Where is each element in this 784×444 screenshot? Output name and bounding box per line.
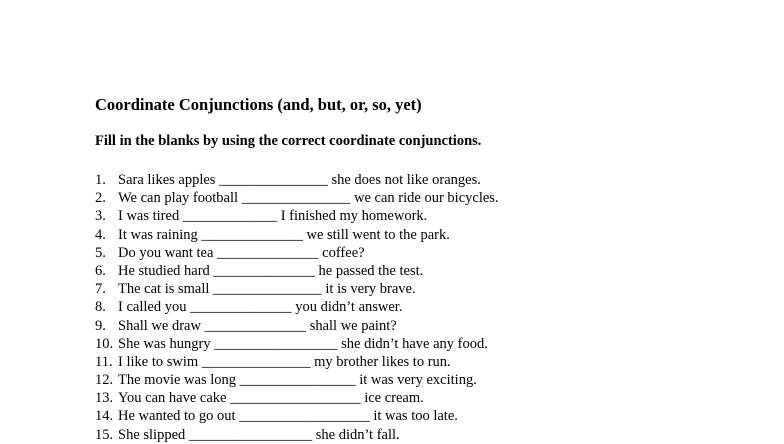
item-number: 11. [95, 353, 113, 370]
exercise-item [95, 317, 499, 335]
item-sentence: The cat is small _______________ it is very brave. [118, 281, 416, 298]
item-sentence: Shall we draw ______________ shall we paint? [118, 317, 397, 334]
exercise-item [95, 371, 499, 389]
exercise-item [95, 353, 499, 371]
exercise-item [95, 189, 499, 207]
item-number: 9. [95, 317, 106, 334]
item-sentence: Do you want tea ______________ coffee? [118, 244, 365, 261]
worksheet-title: Coordinate Conjunctions (and, but, or, so, yet) [95, 95, 422, 114]
exercise-item [95, 335, 499, 353]
item-sentence: He studied hard ______________ he passed the test. [118, 262, 424, 279]
item-number: 3. [95, 208, 106, 225]
exercise-item [95, 426, 499, 444]
item-sentence: We can play football _______________ we can ride our bicycles. [118, 190, 499, 207]
item-sentence: She was hungry _________________ she didn’t have any food. [118, 335, 488, 352]
item-sentence: Sara likes apples _______________ she does not like oranges. [118, 172, 481, 188]
exercise-item [95, 244, 499, 262]
item-sentence: It was raining ______________ we still went to the park. [118, 226, 450, 243]
item-sentence: She slipped _________________ she didn’t fall. [118, 426, 400, 443]
item-number: 6. [95, 262, 106, 279]
exercise-item [95, 280, 499, 298]
exercise-item [95, 207, 499, 225]
item-number: 7. [95, 281, 106, 298]
exercise-item [95, 298, 499, 316]
item-number: 5. [95, 244, 106, 261]
exercise-item [95, 262, 499, 280]
item-number: 13. [95, 390, 114, 407]
item-number: 12. [95, 372, 114, 389]
item-number: 1. [95, 172, 106, 188]
item-sentence: I like to swim _______________ my brother likes to run. [118, 353, 451, 370]
item-number: 10. [95, 335, 114, 352]
exercise-item [95, 389, 499, 407]
item-number: 2. [95, 190, 106, 207]
item-sentence: The movie was long ________________ it was very exciting. [118, 372, 477, 389]
exercise-item [95, 226, 499, 244]
exercise-item [95, 407, 499, 425]
item-sentence: He wanted to go out __________________ it was too late. [118, 408, 458, 425]
exercise-item [95, 171, 499, 189]
worksheet-instructions: Fill in the blanks by using the correct coordinate conjunctions. [95, 133, 482, 149]
exercise-list [95, 171, 499, 444]
item-number: 14. [95, 408, 114, 425]
item-sentence: I called you ______________ you didn’t answer. [118, 299, 403, 316]
item-sentence: I was tired _____________ I finished my homework. [118, 208, 428, 225]
item-number: 4. [95, 226, 106, 243]
item-number: 15. [95, 426, 114, 443]
item-number: 8. [95, 299, 106, 316]
item-sentence: You can have cake __________________ ice cream. [118, 390, 424, 407]
